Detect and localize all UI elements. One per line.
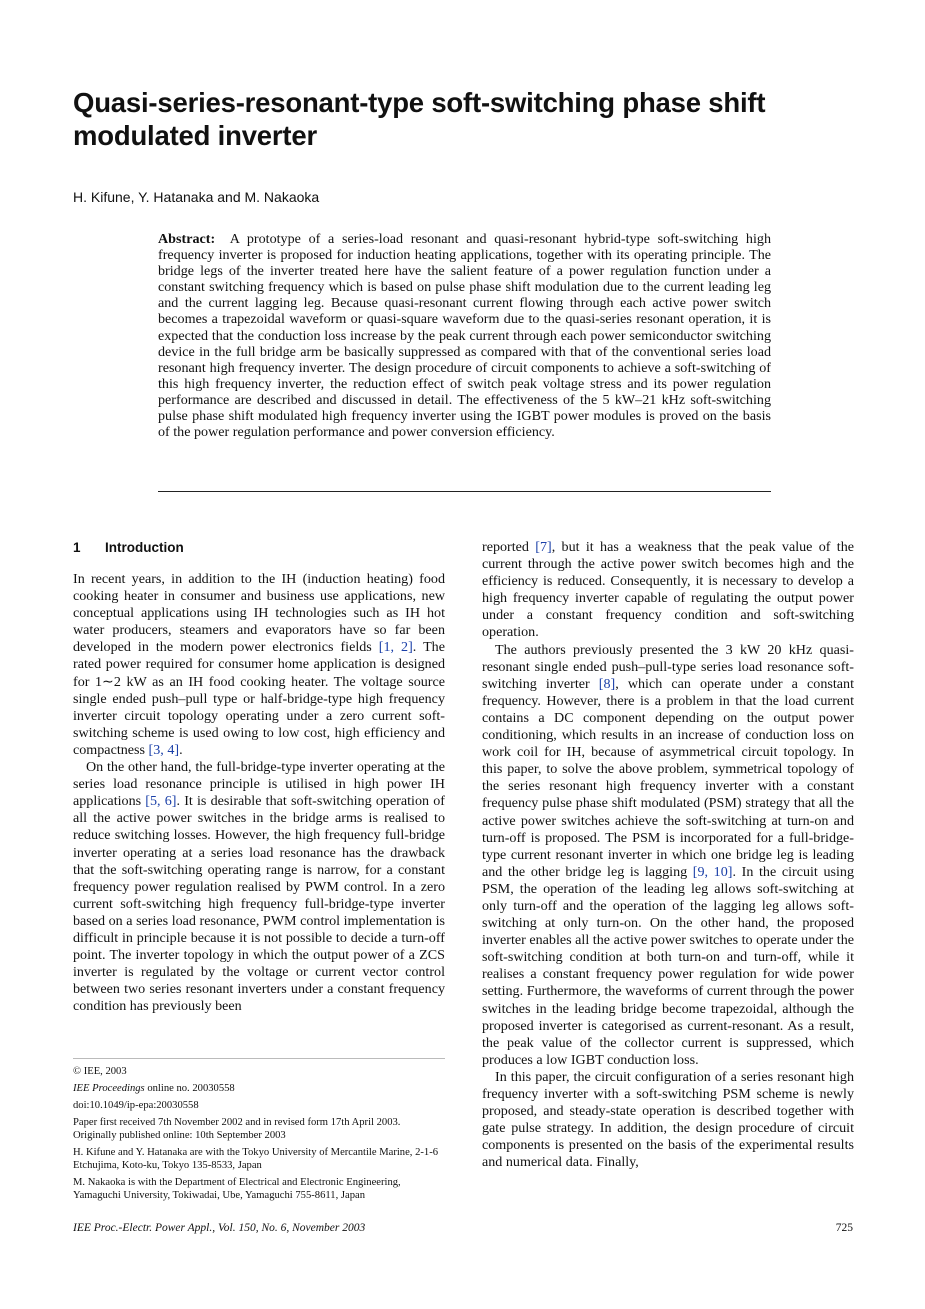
abstract-label: Abstract: bbox=[158, 231, 216, 247]
paragraph-text: In recent years, in addition to the IH (induction heating) food cooking heater in consumer and business use applications, new conceptual applications using IH technologies such as IH hot water producers, steamers and evaporators have so far been developed in the modern power electronics fields bbox=[73, 571, 445, 656]
abstract-divider bbox=[158, 491, 771, 492]
doi-note: doi:10.1049/ip-epa:20030558 bbox=[73, 1100, 199, 1111]
citation-link-5-6[interactable]: [5, 6] bbox=[145, 793, 177, 810]
page-number: 725 bbox=[835, 1222, 853, 1234]
paragraph-text: The authors previously presented the 3 kW 20 kHz quasi-resonant single ended push–pull-type series load resonance soft-switching inverter bbox=[482, 641, 854, 692]
citation-link-8[interactable]: [8] bbox=[598, 675, 616, 692]
paragraph-2 bbox=[73, 759, 445, 1015]
section-heading bbox=[73, 539, 445, 556]
section-number: 1 bbox=[73, 540, 81, 555]
paragraph-1 bbox=[73, 571, 445, 759]
paragraph-text: On the other hand, the full-bridge-type inverter operating at the series load resonance principle is utilised in high power IH applications bbox=[73, 759, 445, 810]
proceedings-name: IEE Proceedings bbox=[73, 1083, 145, 1094]
article-title: Quasi-series-resonant-type soft-switching phase shift modulated inverter bbox=[73, 87, 766, 151]
paragraph-text: reported bbox=[482, 539, 536, 555]
paragraph-text: . In the circuit using PSM, the operation of the leading leg allows soft-switching at only turn-off and the operation of the lagging leg allows soft-switching at only turn-on. On the other hand, the proposed inverter enables all the active power switches to operate under the soft-switching condition at both turn-on and turn-off, while it realises a constant frequency power regulation for wide power setting. Furthermore, the waveforms of current through the power switches in the leading bridge become trapezoidal, although the proposed inverter is categorised as current-resonant. As a result, the peak value of the collector current is suppressed, which produces a low IGBT conduction loss. bbox=[482, 863, 855, 1068]
paragraph-4 bbox=[482, 642, 854, 1069]
citation-link-7[interactable]: [7] bbox=[535, 539, 552, 555]
paragraph-text: . bbox=[179, 741, 183, 758]
affiliation-note-1: H. Kifune and Y. Hatanaka are with the Tokyo University of Mercantile Marine, 2-1-6 Etchujima, Koto-ku, Tokyo 135-8533, Japan bbox=[73, 1147, 439, 1171]
author-list: H. Kifune, Y. Hatanaka and M. Nakaoka bbox=[73, 189, 320, 205]
left-column bbox=[73, 539, 445, 1015]
copyright-note: © IEE, 2003 bbox=[73, 1066, 127, 1077]
proceedings-note bbox=[73, 1082, 445, 1095]
received-note: Paper first received 7th November 2002 and in revised form 17th April 2003. Originally published online: 10th September 2003 bbox=[73, 1117, 401, 1141]
affiliation-note-2: M. Nakaoka is with the Department of Electrical and Electronic Engineering, Yamaguchi University, Tokiwadai, Ube, Yamaguchi 755-8611, Japan bbox=[73, 1177, 401, 1201]
citation-link-9-10[interactable]: [9, 10] bbox=[692, 863, 733, 880]
abstract-block bbox=[158, 231, 771, 440]
paragraph-text: , which can operate under a constant frequency. However, there is a problem in that the load current contains a DC component depending on the output power conditioning, which results in an increase of conduction loss on work coil for IH, because of asymmetrical circuit topology. In this paper, to solve the above problem, symmetrical topology of the series resonant high frequency inverter with a constant frequency pulse phase shift modulated (PSM) strategy that all the active power switches achieve the soft-switching at turn-on and turn-off is proposed. The PSM is incorporated for a full-bridge-type current resonant inverter in which one bridge leg is leading and the other bridge leg is lagging bbox=[482, 675, 854, 880]
footnotes bbox=[73, 1058, 445, 1206]
paragraph-text: . The rated power required for consumer home application is designed for 1∼2 kW as an IH food cooking heater. The voltage source single ended push–pull type or half-bridge-type high frequency inverter circuit topology operating under a zero current soft-switching scheme is used owing to low cost, high efficiency and compactness bbox=[73, 639, 445, 758]
paragraph-text: , but it has a weakness that the peak value of the current through the active power switch becomes high and the efficiency is reduced. Consequently, it is necessary to develop a high frequency inverter capable of regulating the output power under a constant frequency condition and soft-switching operation. bbox=[482, 539, 855, 641]
right-column bbox=[482, 539, 854, 1171]
citation-link-3-4[interactable]: [3, 4] bbox=[148, 741, 180, 758]
citation-link-1-2[interactable]: [1, 2] bbox=[378, 639, 413, 656]
journal-footer: IEE Proc.-Electr. Power Appl., Vol. 150, No. 6, November 2003 bbox=[73, 1222, 366, 1234]
section-title: Introduction bbox=[105, 540, 184, 555]
paragraph-5: In this paper, the circuit configuration of a series resonant high frequency inverter with a soft-switching PSM scheme is newly proposed, and steady-state operation is described together with gate pulse strategy. In addition, the design procedure of circuit components is presented on the basis of the experimental results and numerical data. Finally, bbox=[482, 1068, 854, 1171]
abstract-text: A prototype of a series-load resonant and quasi-resonant hybrid-type soft-switching high frequency inverter is proposed for induction heating applications, together with its operating principle. The bridge legs of the inverter treated here have the salient feature of a power regulation function under a constant switching frequency which is based on pulse phase shift modulation due to the current leading leg and the current lagging leg. Because quasi-resonant current flowing through each active power switch becomes a trapezoidal waveform or quasi-square waveform due to the quasi-series resonant operation, it is expected that the conduction loss increase by the peak current through each power semiconductor switching device in the full bridge arm be basically suppressed as compared with that of the conventional series load resonant high frequency inverter. The design procedure of circuit components to achieve a soft-switching of this high frequency inverter, the reduction effect of switch peak voltage stress and its power regulation performance are described and discussed in detail. The effectiveness of the 5 kW–21 kHz soft-switching pulse phase shift modulated high frequency inverter using the IGBT power modules is proved on the basis of the power regulation performance and power conversion efficiency. bbox=[158, 231, 771, 441]
proceedings-number: online no. 20030558 bbox=[144, 1083, 235, 1094]
paragraph-text: . It is desirable that soft-switching operation of all the active power switches in the bridge arms is realised to reduce switching losses. However, the high frequency full-bridge inverter operating at a series load resonance has the drawback that the soft-switching operating range is narrow, for a constant frequency power regulation realised by PWM control. In a zero current soft-switching high frequency full-bridge-type inverter based on a series load resonance, PWM control implementation is difficult in principle because it is not possible to decide a turn-off point. The inverter topology in which the output power of a ZCS inverter is regulated by the voltage or current vector control between two series resonant inverters under a constant frequency condition has previously been bbox=[73, 793, 445, 1015]
paragraph-3 bbox=[482, 539, 854, 642]
